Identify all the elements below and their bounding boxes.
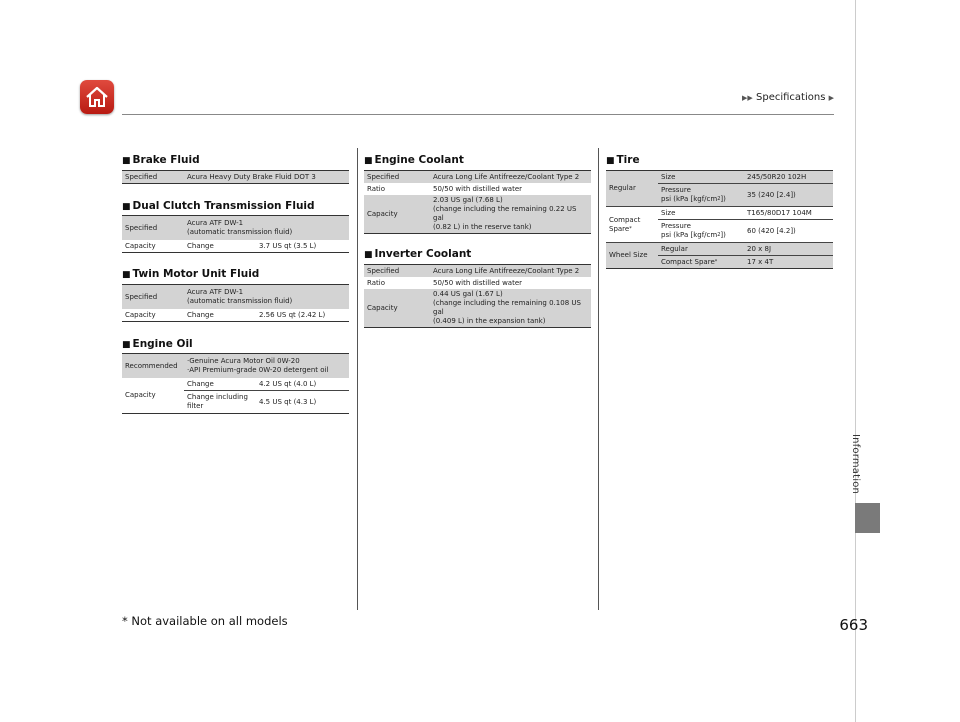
table-row: Specified Acura Heavy Duty Brake Fluid DOT 3 <box>122 171 349 184</box>
section-marker-icon: ■ <box>606 156 615 166</box>
side-tab-label: Information <box>850 434 861 495</box>
table-row: Capacity 2.03 US gal (7.68 L) (change including the remaining 0.22 US gal (0.82 L) in the reserve tank) <box>364 195 591 234</box>
twin-motor-table <box>122 284 349 322</box>
engine-oil-title: ■ Engine Oil <box>122 338 193 350</box>
table-row: Specified Acura Long Life Antifreeze/Coolant Type 2 <box>364 171 591 184</box>
engine-coolant-title: ■ Engine Coolant <box>364 154 464 166</box>
table-row: Capacity Change 3.7 US qt (3.5 L) <box>122 240 349 253</box>
tire-table <box>606 170 833 269</box>
breadcrumb-arrows-icon: ▶▶ <box>742 94 753 102</box>
section-marker-icon: ■ <box>364 156 373 166</box>
section-marker-icon: ■ <box>364 250 373 260</box>
table-row: Ratio 50/50 with distilled water <box>367 184 523 193</box>
table-row: Wheel Size Regular 20 x 8J <box>606 243 833 256</box>
table-row: Capacity 0.44 US gal (1.67 L) (change including the remaining 0.108 US gal (0.409 L) in the expansion tank) <box>364 289 591 328</box>
table-row: Recommended ·Genuine Acura Motor Oil 0W-20 ·API Premium-grade 0W-20 detergent oil <box>122 354 349 379</box>
table-row: Compact Spare* 17 x 4T <box>606 256 833 269</box>
table-row: Capacity Change 4.2 US qt (4.0 L) <box>122 378 349 391</box>
table-row: Specified Acura ATF DW-1 (automatic transmission fluid) <box>122 285 349 310</box>
section-marker-icon: ■ <box>122 156 131 166</box>
header-rule <box>122 114 834 115</box>
footnote: * Not available on all models <box>122 614 288 628</box>
tire-title: ■ Tire <box>606 154 640 166</box>
inverter-coolant-title: ■ Inverter Coolant <box>364 248 472 260</box>
table-row: Pressure psi (kPa $[kgf/cm^2]$) 35 (240 [2.4]) <box>606 184 833 207</box>
table-row: Change including filter 4.5 US qt (4.3 L) <box>122 391 349 414</box>
breadcrumb-arrow-icon: ▶ <box>828 94 834 102</box>
dual-clutch-table <box>122 215 349 253</box>
brake-fluid-table <box>122 170 349 184</box>
section-marker-icon: ■ <box>122 340 131 350</box>
table-row: Ratio 50/50 with distilled water <box>367 278 523 287</box>
dual-clutch-title: ■ Dual Clutch Transmission Fluid <box>122 200 315 212</box>
page-number: 663 <box>839 616 868 634</box>
column-divider <box>357 148 358 610</box>
table-row: Compact Spare* Size T165/80D17 104M <box>606 207 833 220</box>
side-divider <box>855 0 856 722</box>
section-marker-icon: ■ <box>122 270 131 280</box>
twin-motor-title: ■ Twin Motor Unit Fluid <box>122 268 260 280</box>
inverter-coolant-table <box>364 264 591 328</box>
table-row: Pressure psi (kPa $[kgf/cm^2]$) 60 (420 [4.2]) <box>606 220 833 243</box>
engine-oil-table <box>122 353 349 414</box>
column-divider <box>598 148 599 610</box>
side-tab-marker[interactable] <box>855 503 880 533</box>
table-row: Regular Size 245/50R20 102H <box>606 171 833 184</box>
brake-fluid-title: ■ Brake Fluid <box>122 154 200 166</box>
breadcrumb[interactable] <box>0 92 834 103</box>
table-row: Capacity Change 2.56 US qt (2.42 L) <box>122 309 349 322</box>
breadcrumb-label[interactable]: Specifications <box>756 92 826 103</box>
table-row: Specified Acura ATF DW-1 (automatic transmission fluid) <box>122 216 349 241</box>
table-row: Specified Acura Long Life Antifreeze/Coolant Type 2 <box>364 265 591 278</box>
section-marker-icon: ■ <box>122 202 131 212</box>
engine-coolant-table <box>364 170 591 234</box>
side-tab[interactable] <box>845 434 867 504</box>
